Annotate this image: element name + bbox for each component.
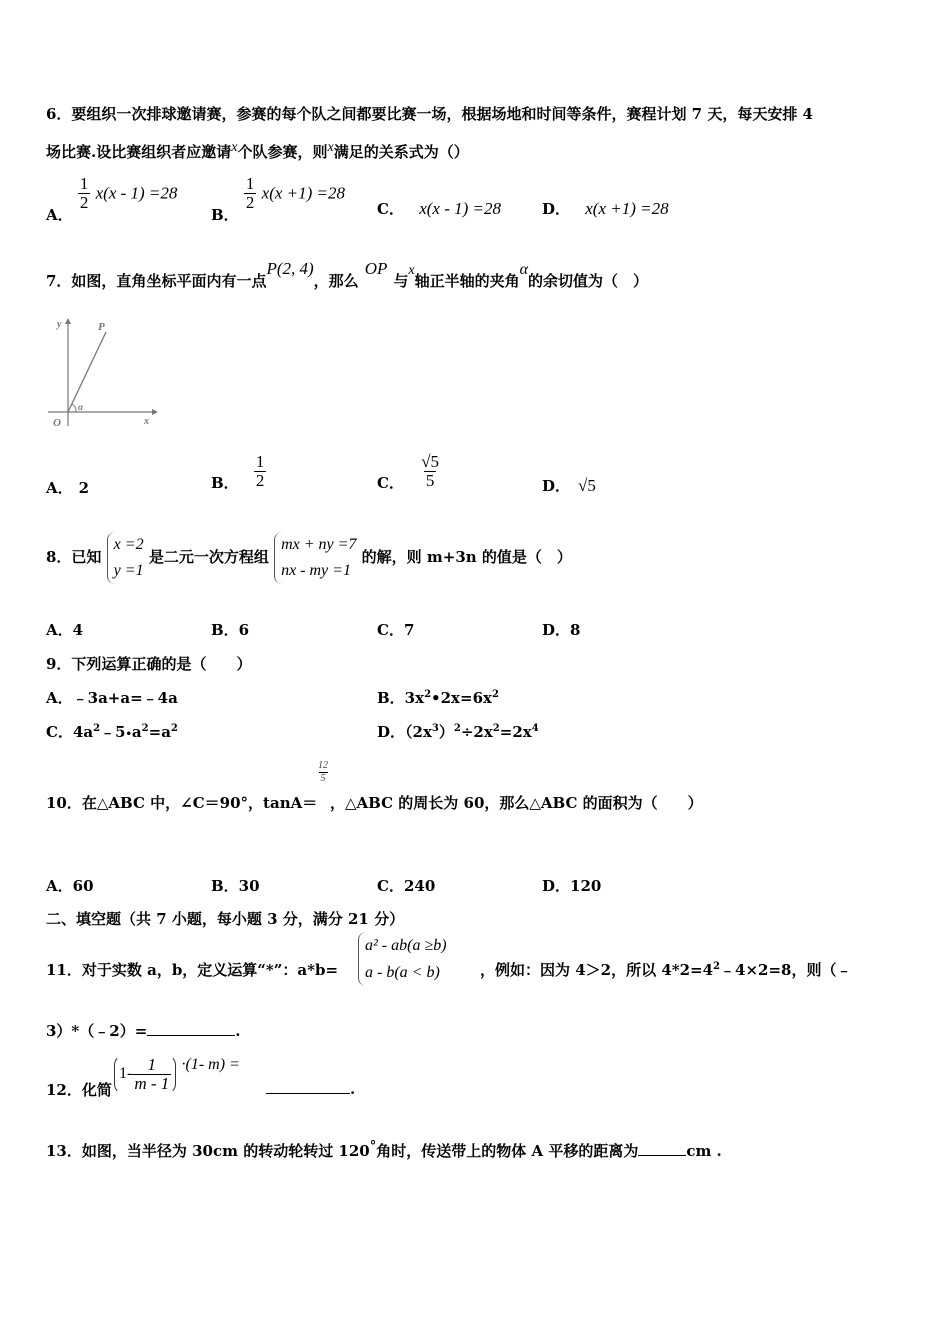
q13-stem: 13．如图，当半径为 30cm 的转动轮转过 120°角时，传送带上的物体 A 平移的距离为 cm . [46,1139,722,1160]
q10-option-d[interactable]: D．120 [542,877,602,895]
p-label: P [98,321,105,333]
q11-piecewise: a² - ab(a ≥b) a - b(a < b) [358,932,447,986]
q8-option-d[interactable]: D．8 [542,621,581,639]
q11-stem-line2: 3）*（﹣2）= . [46,1022,241,1040]
q12-stem: 12．化简 [46,1081,112,1099]
q7-option-d[interactable]: D． √5 [542,476,596,495]
q8-option-b[interactable]: B．6 [211,621,250,639]
alpha-label: α [78,402,83,412]
q6-option-c[interactable]: C． x(x - 1) =28 [377,199,501,218]
x-axis-arrow [152,409,158,415]
answer-blank[interactable] [147,1021,235,1036]
q6-option-a[interactable]: A． $\frac{1}{2}$ x(x - 1) =28 [46,174,178,224]
q11-stem-b: ，例如：因为 4＞2，所以 $4*2=4^2﹣4\times 2=8$，则（﹣ [480,961,852,979]
q9-option-b[interactable]: B．$3x^2•2x=6x^2$ [377,689,499,707]
fraction: $\frac{√5}{5}$ [421,452,440,490]
x-label: x [144,416,149,427]
ray-op [68,332,106,412]
q9-option-c[interactable]: C．$4a^2﹣5•a^2=a^2$ [46,723,178,741]
q8-option-a[interactable]: A．4 [46,621,84,639]
q8-stem: 8．已知 x =2 y =1 是二元一次方程组 mx + ny =7 nx - my =1 的解，则 m+3n 的值是（ ） [46,532,572,584]
answer-blank[interactable] [638,1141,686,1156]
q9-option-d[interactable]: D．$(2x^3)^2\div 2x^2=2x^4$ [377,723,539,741]
equation-system-solution: x =2 y =1 [107,532,144,584]
q10-option-c[interactable]: C．240 [377,877,436,895]
q9-option-a[interactable]: A．﹣3a+a=﹣4a [46,689,178,707]
answer-blank[interactable] [266,1079,350,1094]
q11-stem-a: 11．对于实数 a，b，定义运算“*”：a*b= [46,961,339,979]
q12-expression: 1- $\frac{1}{m - 1}$ ·(1- m) = [114,1055,240,1094]
fraction: $\frac{1}{2}$ [245,174,255,212]
q6-stem-line1: 6．要组织一次排球邀请赛，参赛的每个队之间都要比赛一场，根据场地和时间等条件，赛程计划 7 天，每天安排 4 [46,105,813,123]
q8-option-c[interactable]: C．7 [377,621,415,639]
q6-option-d[interactable]: D． x(x +1) =28 [542,199,669,218]
q10-tan-fraction: $\frac{12}{5}$ [318,760,328,784]
q10-stem-a: 10．在△ABC 中，∠C＝90°，tanA＝ [46,794,318,812]
q7-option-c[interactable]: C． $\frac{√5}{5}$ [377,452,440,492]
coordinate-figure [40,312,160,430]
q9-stem: 9．下列运算正确的是（ ） [46,655,252,673]
fraction: $\frac{1}{2}$ [255,452,265,490]
o-label: O [53,417,61,429]
y-axis-arrow [65,318,71,324]
q6-option-b[interactable]: B． $\frac{1}{2}$ x(x +1) =28 [211,174,346,224]
y-label: y [57,319,62,330]
q12-answer: . [266,1079,355,1098]
q7-stem: 7．如图，直角坐标平面内有一点P(2, 4)，那么OP与x轴正半轴的夹角α的余切值为（ ） [46,259,649,290]
angle-arc [72,404,76,412]
q7-option-a[interactable]: A． 2 [46,479,90,497]
q10-option-a[interactable]: A．60 [46,877,94,895]
q10-stem-b: ，△ABC 的周长为 60，那么△ABC 的面积为（ ） [330,794,703,812]
fraction: $\frac{1}{2}$ [79,174,89,212]
q7-option-b[interactable]: B． $\frac{1}{2}$ [211,452,265,492]
q10-option-b[interactable]: B．30 [211,877,260,895]
q6-stem-line2: 场比赛.设比赛组织者应邀请x个队参赛，则x满足的关系式为（） [46,140,469,161]
equation-system: mx + ny =7 nx - my =1 [274,532,356,584]
section-2-title: 二、填空题（共 7 小题，每小题 3 分，满分 21 分） [46,910,405,928]
